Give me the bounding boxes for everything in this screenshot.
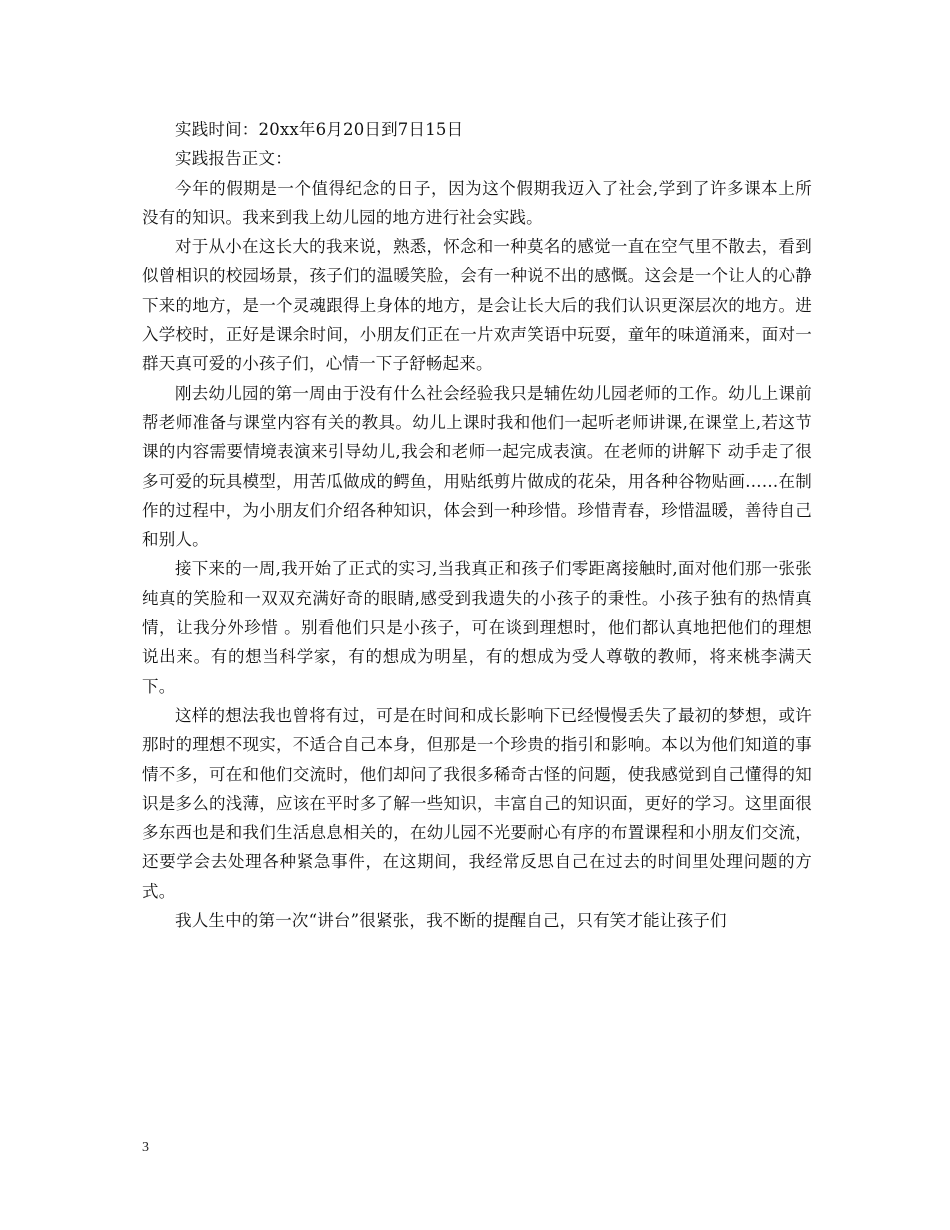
paragraph-first-week: 刚去幼儿园的第一周由于没有什么社会经验我只是辅佐幼儿园老师的工作。幼儿上课前帮老师准备与课堂内容有关的教具。幼儿上课时我和他们一起听老师讲课,在课堂上,若这节课的内容需要情境表演来引导幼儿,我会和老师一起完成表演。在老师的讲解下 动手走了很多可爱的玩具模型，用苦瓜做成的鳄鱼，用贴纸剪片做成的花朵，用各种谷物贴画……在制作的过程中，为小朋友们介绍各种知识，体会到一种珍惜。珍惜青春，珍惜温暖，善待自己和别人。 bbox=[142, 383, 812, 550]
paragraph-familiar: 对于从小在这长大的我来说，熟悉，怀念和一种莫名的感觉一直在空气里不散去，看到似曾相识的校园场景，孩子们的温暖笑脸，会有一种说不出的感慨。这会是一个让人的心静下来的地方，是一个灵魂跟得上身体的地方，是会让长大后的我们认识更深层次的地方。进入学校时，正好是课余时间，小朋友们正在一片欢声笑语中玩耍，童年的味道涌来，面对一群天真可爱的小孩子们，心情一下子舒畅起来。 bbox=[142, 237, 812, 374]
practice-time-line: 实践时间：20xx年6月20日到7日15日 bbox=[175, 120, 464, 139]
page-number: 3 bbox=[142, 1140, 149, 1155]
paragraph-holiday: 今年的假期是一个值得纪念的日子，因为这个假期我迈入了社会,学到了许多课本上所没有的知识。我来到我上幼儿园的地方进行社会实践。 bbox=[142, 178, 812, 227]
paragraph-next-week: 接下来的一周,我开始了正式的实习,当我真正和孩子们零距离接触时,面对他们那一张张纯真的笑脸和一双双充满好奇的眼睛,感受到我遗失的小孩子的秉性。小孩子独有的热情真情，让我分外珍惜 。别看他们只是小孩子，可在谈到理想时，他们都认真地把他们的理想说出来。有的想当科学家，有的想成为明星，有的想成为受人尊敬的教师，将来桃李满天下。 bbox=[142, 559, 812, 696]
report-body-heading: 实践报告正文： bbox=[175, 149, 292, 169]
paragraph-podium: 我人生中的第一次“讲台”很紧张，我不断的提醒自己，只有笑才能让孩子们 bbox=[175, 911, 727, 931]
document-body bbox=[142, 115, 812, 935]
paragraph-reflection: 这样的想法我也曾将有过，可是在时间和成长影响下已经慢慢丢失了最初的梦想，或许那时的理想不现实，不适合自己本身，但那是一个珍贵的指引和影响。本以为他们知道的事情不多，可在和他们交流时，他们却问了我很多稀奇古怪的问题，使我感觉到自己懂得的知识是多么的浅薄，应该在平时多了解一些知识，丰富自己的知识面，更好的学习。这里面很多东西也是和我们生活息息相关的，在幼儿园不光要耐心有序的布置课程和小朋友们交流，还要学会去处理各种紧急事件，在这期间，我经常反思自己在过去的时间里处理问题的方式。 bbox=[142, 705, 812, 901]
